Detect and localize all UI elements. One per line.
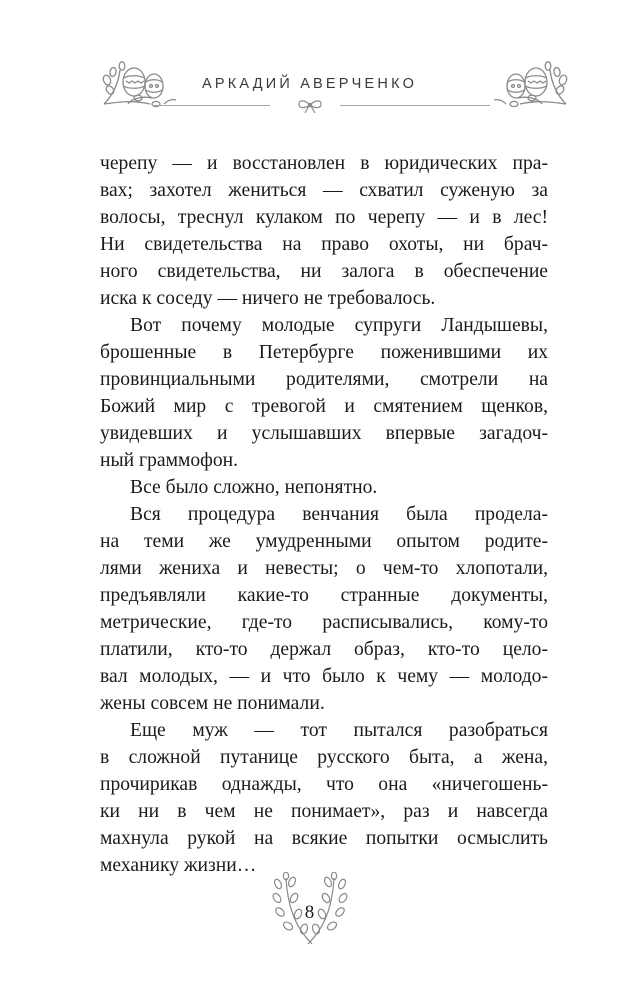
paragraph-3 (100, 474, 548, 501)
text-line: жены совсем не понимали. (100, 693, 325, 714)
text-line: Ни свидетельства на право охоты, ни брач- (100, 234, 548, 255)
paragraph-4 (100, 501, 548, 717)
text-line: ки ни в чем не понимает», раз и навсегда (100, 801, 548, 822)
text-line: провинциальными родителями, смотрели на (100, 369, 548, 390)
text-line: Вся процедура венчания была продела- (130, 504, 548, 525)
text-line: Вот почему молодые супруги Ландышевы, (130, 315, 548, 336)
text-line: платили, кто-то держал образ, кто-то цело- (100, 639, 548, 660)
text-line: волосы, треснул кулаком по черепу — и в лес! (100, 207, 548, 228)
head-divider-left (152, 105, 270, 106)
text-line: лями жениха и невесты; о чем-то хлопотали, (100, 558, 548, 579)
right-willow-branch-icon (300, 872, 358, 948)
paragraph-2 (100, 312, 548, 474)
text-line: предъявляли какие-то странные документы, (100, 585, 548, 606)
text-line: увидевших и услышавших впервые загадоч- (100, 423, 548, 444)
text-line: Еще муж — тот пытался разобраться (130, 720, 548, 741)
paragraph-1 (100, 150, 548, 312)
text-line: брошенные в Петербурге поженившими их (100, 342, 548, 363)
bow-icon (290, 97, 330, 115)
page-number: 8 (304, 902, 315, 923)
body-text (100, 150, 548, 879)
text-line: иска к соседу — ничего не требовалось. (100, 288, 436, 309)
text-line: ный граммофон. (100, 450, 239, 471)
text-line: в сложной путанице русского быта, а жена, (100, 747, 548, 768)
text-line: Божий мир с тревогой и смятением щенков, (100, 396, 548, 417)
head-divider-right (340, 105, 490, 106)
text-line: метрические, где-то расписывались, кому-то (100, 612, 548, 633)
text-line: прочирикав однажды, что она «ничегошень- (100, 774, 548, 795)
text-line: вах; захотел жениться — схватил суженую за (100, 180, 548, 201)
text-line: вал молодых, — и что было к чему — молодо- (100, 666, 548, 687)
text-line: Все было сложно, непонятно. (130, 477, 378, 498)
paragraph-5 (100, 717, 548, 879)
text-line: махнула рукой на всякие попытки осмыслить (100, 828, 548, 849)
right-willow-egg-ornament-icon (492, 60, 572, 108)
running-head-author: АРКАДИЙ АВЕРЧЕНКО (201, 76, 418, 92)
text-line: на теми же умудренными опытом родите- (100, 531, 548, 552)
text-line: механику жизни… (100, 855, 257, 876)
text-line: ного свидетельства, ни залога в обеспечение (100, 261, 548, 282)
text-line: черепу — и восстановлен в юридических пра- (100, 153, 548, 174)
